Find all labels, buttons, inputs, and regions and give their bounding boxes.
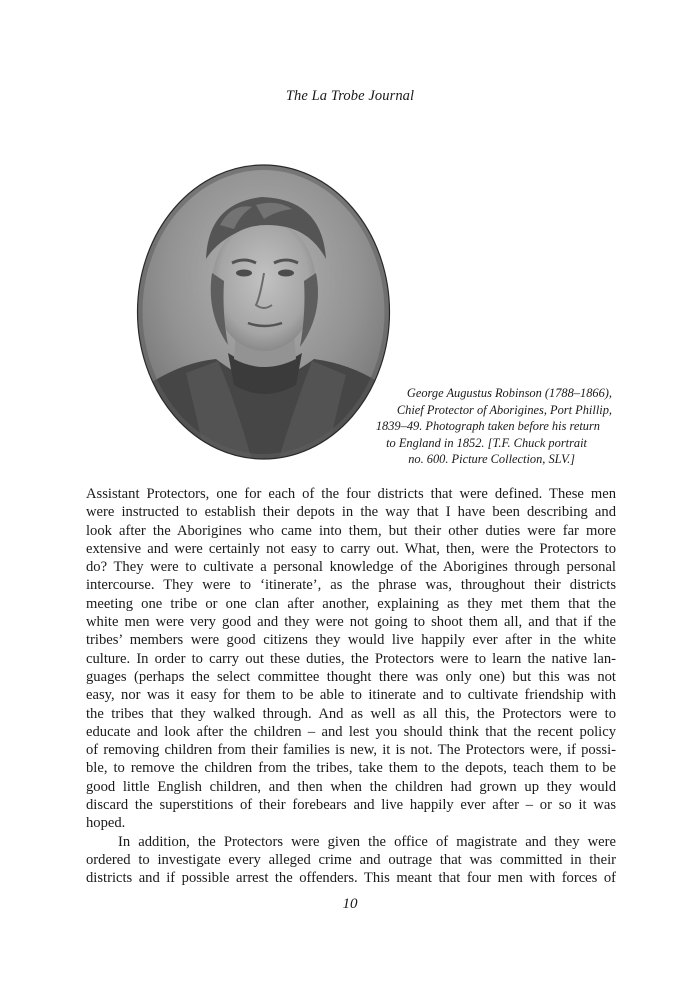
caption-line: George Augustus Robinson (1788–1866), — [406, 386, 612, 400]
running-head: The La Trobe Journal — [285, 88, 415, 104]
body-line-paragraph-start: In addition, the Protectors were given the office of magistrate and they were — [118, 833, 616, 850]
body-line: culture. In order to carry out these duties, the Protectors were to learn the native lan- — [86, 650, 616, 667]
body-line: tribes’ members were good citizens they would live happily ever after in the white — [86, 632, 616, 649]
body-line: of removing children from their families is new, it is not. The Protectors were, if possi- — [86, 742, 616, 759]
body-line: Assistant Protectors, one for each of the four districts that were defined. These men — [86, 486, 616, 502]
caption-line: no. 600. Picture Collection, SLV.] — [408, 452, 575, 467]
body-line: do? They were to cultivate a personal knowledge of the Aborigines through personal — [86, 559, 616, 576]
body-line: were instructed to establish their depots in the way that I have been describing and — [86, 504, 616, 521]
body-line: districts and if possible arrest the offenders. This meant that four men with forces of — [86, 870, 616, 887]
body-line: discard the superstitions of their forebears and live happily ever after – or so it was — [86, 797, 616, 814]
body-line: look after the Aborigines who came into them, but their other duties were far more — [86, 522, 616, 539]
body-line: educate and look after the children – and lest you should think that the recent policy — [86, 723, 616, 740]
body-line: hoped. — [86, 815, 126, 832]
caption-line: to England in 1852. [T.F. Chuck portrait — [386, 435, 587, 450]
figure-caption — [330, 385, 612, 468]
body-line: ordered to investigate every alleged crime and outrage that was committed in their — [86, 851, 616, 868]
body-line: white men were very good and they were not going to shoot them all, and that if the — [86, 614, 616, 631]
body-line: extensive and were certainly not easy to carry out. What, then, were the Protectors to — [86, 540, 616, 557]
body-line: ble, to remove the children from the tribes, take them to the depots, teach them to be — [86, 760, 616, 777]
body-line: guages (perhaps the select committee thought there was only one) but this was not — [86, 668, 616, 685]
page-number: 10 — [342, 896, 358, 912]
body-line: easy, nor was it easy for them to be able to itinerate and to cultivate friendship with — [86, 687, 616, 704]
body-line: the tribes that they walked through. And as well as all this, the Protectors were to — [86, 705, 616, 722]
caption-line: 1839–49. Photograph taken before his return — [375, 419, 600, 434]
body-text — [86, 485, 616, 888]
body-line: good little English children, and then when the children had grown up they would — [86, 778, 616, 795]
caption-line: Chief Protector of Aborigines, Port Phillip, — [396, 402, 612, 417]
body-line: meeting one tribe or one clan after another, explaining as they met them that the — [86, 595, 616, 612]
body-line: intercourse. They were to ‘itinerate’, as the phrase was, throughout their districts — [86, 577, 616, 594]
